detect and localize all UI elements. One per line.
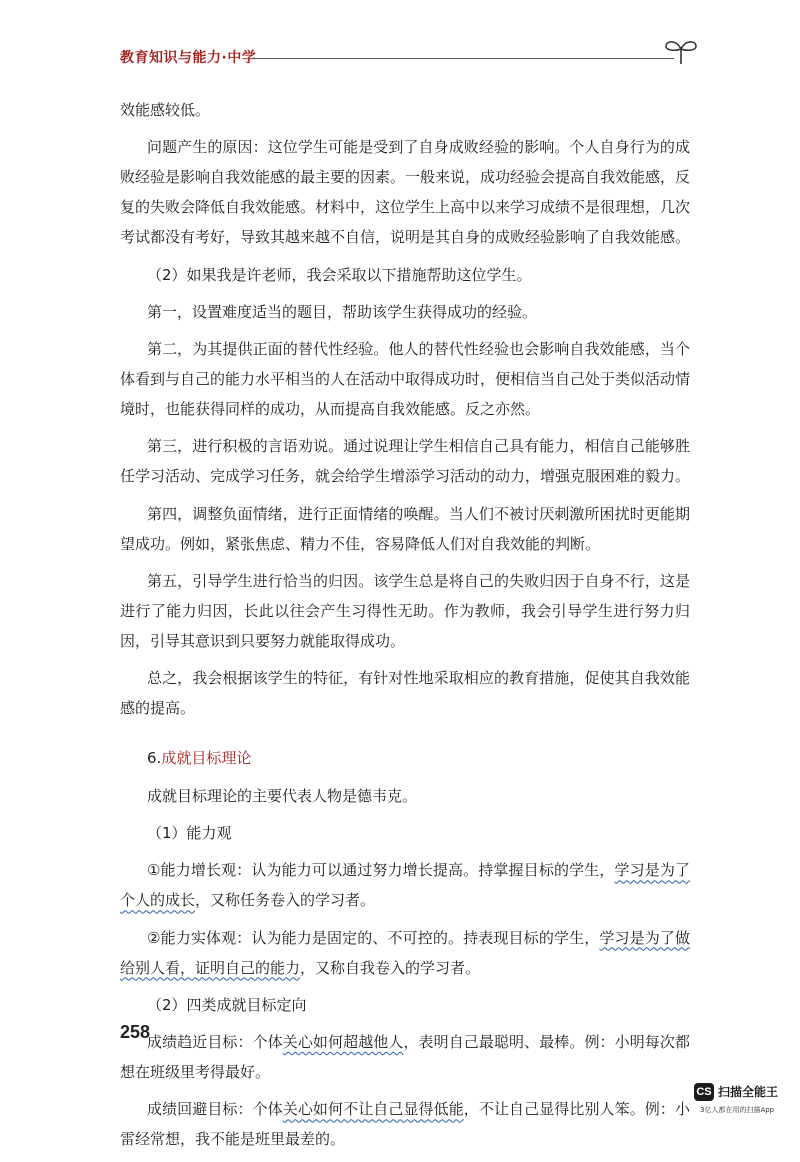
section-number: 6. [147, 749, 162, 768]
watermark-name: 扫描全能王 [718, 1085, 779, 1099]
sprout-icon [662, 37, 700, 65]
section-heading [120, 743, 690, 773]
paragraph: 第五，引导学生进行恰当的归因。该学生总是将自己的失败归因于自身不行，这是进行了能力归因，长此以往会产生习得性无助。作为教师，我会引导学生进行努力归因，引导其意识到只要努力就能取得成功。 [120, 572, 690, 651]
paragraph: （2）如果我是许老师，我会采取以下措施帮助这位学生。 [147, 265, 532, 284]
paragraph: 效能感较低。 [120, 101, 211, 119]
paragraph: 问题产生的原因：这位学生可能是受到了自身成败经验的影响。个人自身行为的成败经验是影响自我效能感的最主要的因素。一般来说，成功经验会提高自我效能感，反复的失败会降低自我效能感。材料中，这位学生上高中以来学习成绩不是很理想，几次考试都没有考好，导致其越来越不自信，说明是其自身的成败经验影响了自我效能感。 [120, 138, 691, 247]
list-item: 成绩趋近目标：个体关心如何超越他人，表明自己最聪明、最棒。例：小明每次都想在班级里考得最好。 [120, 1033, 690, 1082]
list-item: ②能力实体观：认为能力是固定的、不可控的。持表现目标的学生，学习是为了做给别人看，证明自己的能力，又称自我卷入的学习者。 [120, 928, 690, 977]
watermark-slogan: 3亿人都在用的扫描App [700, 1106, 775, 1114]
underlined-phrase: 学习是为了做给别人看，证明自己的能力 [120, 928, 690, 977]
paragraph: 成就目标理论的主要代表人物是德韦克。 [147, 786, 418, 805]
underlined-phrase: 学习是为了个人的成长 [120, 861, 690, 910]
section-title: 成就目标理论 [161, 749, 252, 768]
subheading: （1）能力观 [147, 823, 232, 842]
paragraph: 第三，进行积极的言语劝说。通过说理让学生相信自己具有能力，相信自己能够胜任学习活动、完成学习任务，就会给学生增添学习活动的动力，增强克服困难的毅力。 [120, 437, 691, 486]
page-number: 258 [120, 1022, 151, 1042]
paragraph: 第一，设置难度适当的题目，帮助该学生获得成功的经验。 [147, 302, 538, 321]
underlined-phrase: 关心如何超越他人 [282, 1033, 404, 1052]
list-item: ①能力增长观：认为能力可以通过努力增长提高。持掌握目标的学生，学习是为了个人的成长，又称任务卷入的学习者。 [120, 861, 690, 910]
paragraph: 总之，我会根据该学生的特征，有针对性地采取相应的教育措施，促使其自我效能感的提高。 [120, 669, 690, 718]
camscanner-logo-icon: CS [694, 1083, 714, 1101]
list-item: 成绩回避目标：个体关心如何不让自己显得低能，不让自己显得比别人笨。例：小雷经常想，我不能是班里最差的。 [120, 1100, 690, 1149]
running-title: 教育知识与能力·中学 [120, 50, 257, 66]
scanner-watermark [694, 1083, 798, 1123]
paragraph: 第四，调整负面情绪，进行正面情绪的唤醒。当人们不被讨厌刺激所困扰时更能期望成功。例如，紧张焦虑、精力不佳，容易降低人们对自我效能的判断。 [120, 504, 690, 553]
page-body [120, 95, 690, 1162]
paragraph: 第二，为其提供正面的替代性经验。他人的替代性经验也会影响自我效能感，当个体看到与自己的能力水平相当的人在活动中取得成功时，便相信当自己处于类似活动情境时，也能获得同样的成功，从而提高自我效能感。反之亦然。 [120, 340, 691, 419]
header-rule [252, 58, 674, 59]
page-header [120, 45, 700, 75]
underlined-phrase: 关心如何不让自己显得低能 [282, 1100, 464, 1119]
subheading: （2）四类成就目标定向 [147, 995, 307, 1014]
